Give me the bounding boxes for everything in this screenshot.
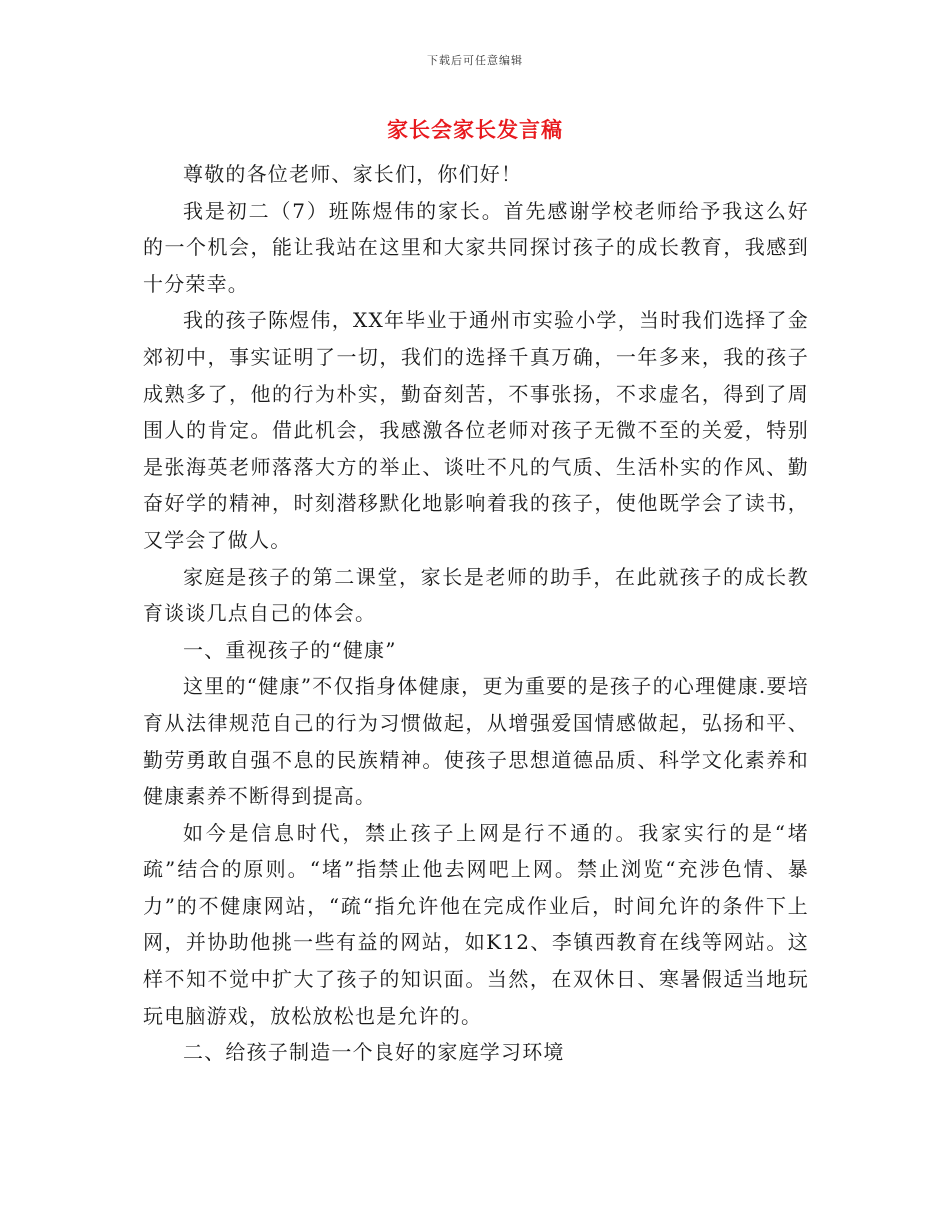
paragraph-intro: 我是初二（7）班陈煜伟的家长。首先感谢学校老师给予我这么好的一个机会，能让我站在这里和大家共同探讨孩子的成长教育，我感到十分荣幸。 [143,198,809,296]
paragraph-greeting: 尊敬的各位老师、家长们，你们好！ [183,162,523,186]
paragraph-child: 我的孩子陈煜伟，XX年毕业于通州市实验小学，当时我们选择了金郊初中，事实证明了一切，我们的选择千真万确，一年多来，我的孩子成熟多了，他的行为朴实，勤奋刻苦，不事张扬，不求虚名，得到了周围人的肯定。借此机会，我感激各位老师对孩子无微不至的关爱，特别是张海英老师落落大方的举止、谈吐不凡的气质、生活朴实的作风、勤奋好学的精神，时刻潜移默化地影响着我的孩子，使他既学会了读书，又学会了做人。 [143,308,809,552]
header-note: 下载后可任意编辑 [427,54,523,67]
section-heading-environment: 二、给孩子制造一个良好的家庭学习环境 [183,1040,565,1065]
document-body [143,156,809,1071]
paragraph-family: 家庭是孩子的第二课堂，家长是老师的助手，在此就孩子的成长教育谈谈几点自己的体会。 [143,564,809,626]
document-title: 家长会家长发言稿 [387,117,563,142]
paragraph-health: 这里的“健康”不仅指身体健康，更为重要的是孩子的心理健康.要培育从法律规范自己的行为习惯做起，从增强爱国情感做起，弘扬和平、勤劳勇敢自强不息的民族精神。使孩子思想道德品质、科学文化素养和健康素养不断得到提高。 [143,674,809,809]
paragraph-internet: 如今是信息时代，禁止孩子上网是行不通的。我家实行的是“堵疏”结合的原则。“堵”指禁止他去网吧上网。禁止浏览“充涉色情、暴力”的不健康网站，“疏“指允许他在完成作业后，时间允许的条件下上网，并协助他挑一些有益的网站，如K12、李镇西教育在线等网站。这样不知不觉中扩大了孩子的知识面。当然，在双休日、寒暑假适当地玩玩电脑游戏，放松放松也是允许的。 [143,820,809,1028]
section-heading-health: 一、重视孩子的“健康” [183,637,397,662]
